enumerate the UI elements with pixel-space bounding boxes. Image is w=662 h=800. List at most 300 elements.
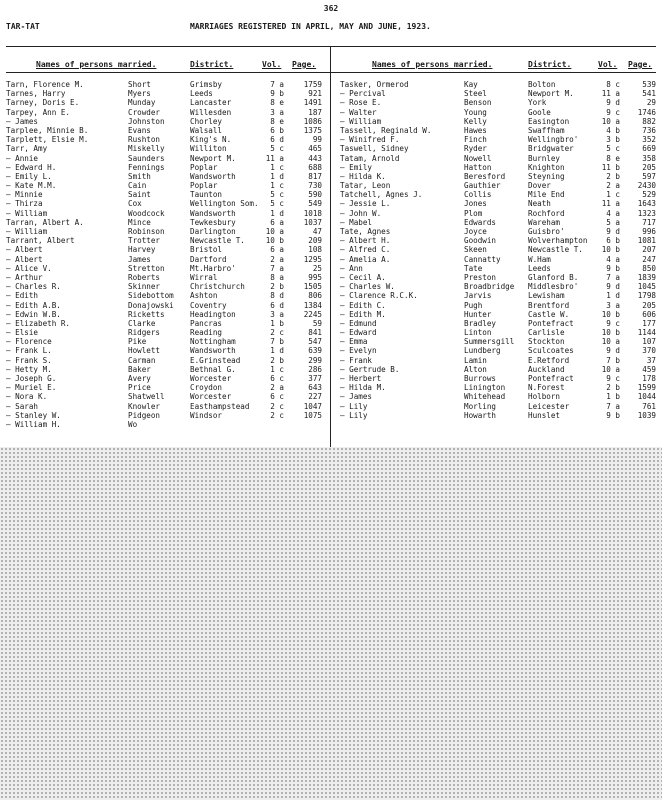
entry-name: — Herbert <box>340 374 382 383</box>
entry-district: Leeds <box>528 263 551 273</box>
entry-spouse-surname: Burrows <box>464 374 497 383</box>
entry-page: 1491 <box>303 98 322 108</box>
entry-name: — Joseph G. <box>6 374 57 383</box>
entry-volume: 8 a <box>270 272 284 282</box>
entry-name: — Mabel <box>340 217 373 227</box>
entry-district: Headington <box>190 309 236 319</box>
register-entry <box>340 181 658 190</box>
entry-spouse-surname: Collis <box>464 190 492 200</box>
entry-district: Nottingham <box>190 337 236 347</box>
entry-spouse-surname: Price <box>128 383 151 393</box>
entry-spouse-surname: Tate <box>464 263 483 273</box>
register-entry <box>6 172 326 181</box>
entry-volume: 3 a <box>270 309 284 319</box>
section-header: TAR-TAT <box>6 22 40 31</box>
entry-district: N.Forest <box>528 383 565 393</box>
entry-spouse-surname: Roberts <box>128 272 161 282</box>
entry-name: — Charles W. <box>340 282 395 292</box>
entry-volume: 2 a <box>606 181 620 191</box>
entry-page: 177 <box>642 318 656 328</box>
entry-district: Williton <box>190 144 227 154</box>
entry-page: 590 <box>308 190 322 200</box>
entry-district: Wandsworth <box>190 171 236 181</box>
entry-name: Tarplee, Minnie B. <box>6 125 89 135</box>
entry-page: 29 <box>646 98 656 108</box>
register-entry <box>340 98 658 107</box>
entry-district: Poplar <box>190 162 218 172</box>
entry-spouse-surname: Gauthier <box>464 181 501 191</box>
entry-page: 688 <box>308 162 322 172</box>
entry-name: — Percival <box>340 89 386 99</box>
entry-volume: 7 a <box>606 272 620 282</box>
entry-page: 1081 <box>637 236 656 246</box>
register-entry <box>6 190 326 199</box>
register-entry <box>340 236 658 245</box>
entry-name: — William <box>6 227 48 236</box>
entry-spouse-surname: Avery <box>128 374 151 383</box>
entry-page: 1295 <box>303 254 322 264</box>
entry-district: Steyning <box>528 171 565 181</box>
entry-name: — Jessie L. <box>340 199 391 209</box>
register-entry <box>340 310 658 319</box>
entry-spouse-surname: Harvey <box>128 245 156 255</box>
entry-volume: 8 e <box>270 116 284 126</box>
entry-name: Tarney, Doris E. <box>6 98 80 108</box>
entry-volume: 6 a <box>270 217 284 227</box>
entry-page: 1047 <box>303 401 322 411</box>
register-entry <box>340 144 658 153</box>
entry-volume: 10 b <box>265 236 284 246</box>
entry-volume: 7 b <box>606 355 620 365</box>
entry-name: Tarnes, Harry <box>6 89 66 99</box>
entry-spouse-surname: Young <box>464 107 487 117</box>
entry-page: 465 <box>308 144 322 154</box>
entry-spouse-surname: Plom <box>464 208 483 218</box>
entry-volume: 4 a <box>606 254 620 264</box>
entry-district: Wellingbro' <box>528 135 579 145</box>
entry-district: Glanford B. <box>528 272 579 282</box>
entry-district: Dartford <box>190 254 227 264</box>
register-entry <box>340 291 658 300</box>
entry-district: Mt.Harbro' <box>190 263 236 273</box>
entry-volume: 6 c <box>270 392 284 402</box>
left-names-heading: Names of persons married. <box>36 60 157 69</box>
entry-page: 358 <box>642 153 656 163</box>
entry-volume: 2 c <box>270 328 284 338</box>
entry-spouse-surname: Jarvis <box>464 291 492 301</box>
register-entry <box>340 89 658 98</box>
entry-district: Easington <box>528 116 570 126</box>
entry-page: 205 <box>642 300 656 310</box>
register-entry <box>340 154 658 163</box>
entry-volume: 6 d <box>270 300 284 310</box>
register-entry <box>340 328 658 337</box>
entry-page: 639 <box>308 346 322 356</box>
entry-district: Poplar <box>190 181 218 191</box>
register-entry <box>340 402 658 411</box>
entry-district: Mile End <box>528 190 565 200</box>
register-entry <box>340 383 658 392</box>
entry-page: 107 <box>642 337 656 347</box>
entry-spouse-surname: Woodcock <box>128 208 165 218</box>
entry-page: 59 <box>312 318 322 328</box>
entry-volume: 1 c <box>270 364 284 374</box>
entry-spouse-surname: Kelly <box>464 116 487 126</box>
entry-spouse-surname: Hunter <box>464 309 492 319</box>
right-district-heading: District. <box>528 60 572 69</box>
entry-page: 539 <box>642 80 656 89</box>
entry-district: Brentford <box>528 300 570 310</box>
entry-spouse-surname: Whitehead <box>464 392 506 402</box>
entry-page: 841 <box>308 328 322 338</box>
entry-spouse-surname: Carman <box>128 355 156 365</box>
entry-spouse-surname: Sidebottom <box>128 291 174 301</box>
entry-page: 247 <box>642 254 656 264</box>
entry-page: 1037 <box>303 217 322 227</box>
entry-page: 207 <box>642 245 656 255</box>
entry-district: Christchurch <box>190 282 245 292</box>
left-page-heading: Page. <box>292 60 317 69</box>
entry-page: 1759 <box>303 80 322 89</box>
entry-volume: 1 c <box>606 190 620 200</box>
entry-name: — Hilda M. <box>340 383 386 393</box>
entry-district: Newcastle T. <box>190 236 245 246</box>
entry-page: 25 <box>312 263 322 273</box>
register-entry <box>6 273 326 282</box>
entry-name: — Ann <box>340 263 363 273</box>
register-entry <box>340 80 658 89</box>
register-entry <box>340 365 658 374</box>
entry-name: — John W. <box>340 208 382 218</box>
entry-district: W.Ham <box>528 254 551 264</box>
register-entry <box>340 108 658 117</box>
register-entry <box>6 135 326 144</box>
entry-page: 597 <box>642 171 656 181</box>
entry-volume: 9 d <box>606 282 620 292</box>
entry-name: — Hetty M. <box>6 364 52 374</box>
entry-district: Taunton <box>190 190 223 200</box>
register-entry <box>6 383 326 392</box>
entry-volume: 7 a <box>270 80 284 89</box>
entry-volume: 3 a <box>606 300 620 310</box>
entry-spouse-surname: Saint <box>128 190 151 200</box>
register-entry <box>340 135 658 144</box>
entry-spouse-surname: Nowell <box>464 153 492 163</box>
entry-spouse-surname: Short <box>128 80 151 89</box>
register-entry <box>6 310 326 319</box>
entry-page: 37 <box>646 355 656 365</box>
entry-district: Middlesbro' <box>528 282 579 292</box>
entry-volume: 10 b <box>601 328 620 338</box>
entry-name: — William H. <box>6 419 61 429</box>
entry-spouse-surname: Alton <box>464 364 487 374</box>
entry-district: Bethnal G. <box>190 364 236 374</box>
entry-page: 669 <box>642 144 656 154</box>
entry-district: Newport M. <box>528 89 574 99</box>
entry-name: — Frank S. <box>6 355 52 365</box>
entry-district: E.Retford <box>528 355 570 365</box>
entry-district: Lancaster <box>190 98 232 108</box>
entry-district: Bolton <box>528 80 556 89</box>
entry-name: — Gertrude B. <box>340 364 400 374</box>
entry-name: — Hilda K. <box>340 171 386 181</box>
register-entry <box>340 346 658 355</box>
entry-spouse-surname: Fennings <box>128 162 165 172</box>
entry-district: Castle W. <box>528 309 570 319</box>
entry-volume: 8 e <box>606 153 620 163</box>
register-entry <box>340 245 658 254</box>
register-entry <box>340 117 658 126</box>
entry-page: 882 <box>642 116 656 126</box>
register-entry <box>340 356 658 365</box>
entry-spouse-surname: Johnston <box>128 116 165 126</box>
entry-spouse-surname: Lundberg <box>464 346 501 356</box>
entry-name: — Charles R. <box>6 282 61 292</box>
entry-spouse-surname: Preston <box>464 272 497 282</box>
entry-spouse-surname: Joyce <box>464 227 487 236</box>
entry-page: 921 <box>308 89 322 99</box>
entry-district: Knighton <box>528 162 565 172</box>
entry-district: Chorley <box>190 116 223 126</box>
register-entry <box>6 144 326 153</box>
entry-name: Tate, Agnes <box>340 227 391 236</box>
entry-spouse-surname: Smith <box>128 171 151 181</box>
register-entry <box>6 282 326 291</box>
entry-spouse-surname: Stretton <box>128 263 165 273</box>
entry-spouse-surname: Pike <box>128 337 147 347</box>
entry-district: Walsall <box>190 125 223 135</box>
register-entry <box>6 209 326 218</box>
entry-volume: 10 a <box>601 116 620 126</box>
register-entry <box>340 411 658 420</box>
entry-volume: 1 d <box>270 171 284 181</box>
register-entry <box>6 319 326 328</box>
entry-district: Reading <box>190 328 223 338</box>
entry-spouse-surname: Cox <box>128 199 142 209</box>
right-names-heading: Names of persons married. <box>372 60 493 69</box>
entry-district: Croydon <box>190 383 223 393</box>
entry-volume: 11 b <box>601 162 620 172</box>
entry-district: Pancras <box>190 318 223 328</box>
entry-district: Guisbro' <box>528 227 565 236</box>
entry-page: 529 <box>642 190 656 200</box>
entry-district: Holborn <box>528 392 561 402</box>
entry-district: Tewkesbury <box>190 217 236 227</box>
entry-spouse-surname: Kay <box>464 80 478 89</box>
register-entry <box>340 319 658 328</box>
entry-page: 549 <box>308 199 322 209</box>
entry-name: — Edmund <box>340 318 377 328</box>
entry-page: 443 <box>308 153 322 163</box>
entry-spouse-surname: Cain <box>128 181 147 191</box>
entry-district: Ashton <box>190 291 218 301</box>
entry-page: 547 <box>308 337 322 347</box>
entry-page: 1144 <box>637 328 656 338</box>
entry-name: — Elsie <box>6 328 39 338</box>
entry-volume: 2 c <box>270 401 284 411</box>
entry-page: 1599 <box>637 383 656 393</box>
entry-district: Swaffham <box>528 125 565 135</box>
entry-name: — Elizabeth R. <box>6 318 71 328</box>
entry-page: 850 <box>642 263 656 273</box>
entry-name: — Lily <box>340 401 368 411</box>
entry-page: 99 <box>312 135 322 145</box>
register-entry <box>6 126 326 135</box>
register-entry <box>340 209 658 218</box>
left-entries-list <box>6 80 326 429</box>
entry-spouse-surname: James <box>128 254 151 264</box>
entry-spouse-surname: Bradley <box>464 318 497 328</box>
entry-name: — Amelia A. <box>340 254 391 264</box>
register-entry <box>6 346 326 355</box>
register-entry <box>6 392 326 401</box>
entry-spouse-surname: Linton <box>464 328 492 338</box>
entry-volume: 7 a <box>270 263 284 273</box>
entry-spouse-surname: Donajowski <box>128 300 174 310</box>
entry-page: 2430 <box>637 181 656 191</box>
entry-name: — Albert H. <box>340 236 391 246</box>
entry-spouse-surname: Summersgill <box>464 337 515 347</box>
entry-district: Newport M. <box>190 153 236 163</box>
entry-volume: 3 b <box>606 135 620 145</box>
entry-volume: 6 a <box>270 245 284 255</box>
register-entry <box>6 365 326 374</box>
entry-page: 108 <box>308 245 322 255</box>
entry-spouse-surname: Steel <box>464 89 487 99</box>
register-entry <box>6 80 326 89</box>
entry-volume: 4 a <box>606 208 620 218</box>
entry-page: 1086 <box>303 116 322 126</box>
entry-page: 1839 <box>637 272 656 282</box>
entry-spouse-surname: Hatton <box>464 162 492 172</box>
register-entry <box>6 227 326 236</box>
register-entry <box>6 328 326 337</box>
entry-page: 996 <box>642 227 656 236</box>
entry-name: — Edith C. <box>340 300 386 310</box>
entry-spouse-surname: Beresford <box>464 171 506 181</box>
register-entry <box>340 282 658 291</box>
entry-name: — Albert <box>6 245 43 255</box>
entry-spouse-surname: Munday <box>128 98 156 108</box>
entry-name: — Winifred F. <box>340 135 400 145</box>
entry-district: Wolverhampton <box>528 236 588 246</box>
entry-page: 187 <box>308 107 322 117</box>
register-entry <box>6 301 326 310</box>
entry-district: Stockton <box>528 337 565 347</box>
entry-district: Auckland <box>528 364 565 374</box>
register-entry <box>340 199 658 208</box>
entry-page: 761 <box>642 401 656 411</box>
entry-district: Windsor <box>190 410 223 420</box>
entry-page: 1384 <box>303 300 322 310</box>
entry-page: 806 <box>308 291 322 301</box>
entry-name: Tatar, Leon <box>340 181 391 191</box>
entry-volume: 9 d <box>606 346 620 356</box>
register-entry <box>6 291 326 300</box>
register-entry <box>6 163 326 172</box>
right-vol-heading: Vol. <box>598 60 618 69</box>
entry-district: Wareham <box>528 217 561 227</box>
entry-spouse-surname: Broadbridge <box>464 282 515 292</box>
entry-district: Wandsworth <box>190 208 236 218</box>
entry-name: — Edwin W.B. <box>6 309 61 319</box>
entry-district: Neath <box>528 199 551 209</box>
entry-name: — Edward H. <box>6 162 57 172</box>
register-entry <box>340 172 658 181</box>
register-entry <box>340 264 658 273</box>
register-entry <box>340 301 658 310</box>
entry-district: Easthampstead <box>190 401 250 411</box>
entry-spouse-surname: Pidgeon <box>128 410 161 420</box>
entry-volume: 10 b <box>601 245 620 255</box>
entry-name: Taswell, Sidney <box>340 144 409 154</box>
entry-page: 205 <box>642 162 656 172</box>
entry-name: — William <box>6 208 48 218</box>
register-entry <box>6 117 326 126</box>
entry-volume: 2 b <box>270 282 284 292</box>
entry-spouse-surname: Crowder <box>128 107 161 117</box>
register-entry <box>340 337 658 346</box>
entry-page: 643 <box>308 383 322 393</box>
entry-page: 995 <box>308 272 322 282</box>
entry-volume: 1 c <box>270 181 284 191</box>
entry-spouse-surname: Skinner <box>128 282 161 292</box>
entry-spouse-surname: Ridgers <box>128 328 161 338</box>
entry-district: Wandsworth <box>190 346 236 356</box>
entry-district: Leicester <box>528 401 570 411</box>
entry-volume: 6 b <box>606 236 620 246</box>
entry-district: York <box>528 98 547 108</box>
entry-volume: 7 a <box>606 401 620 411</box>
register-entry <box>6 89 326 98</box>
entry-name: Tarpey, Ann E. <box>6 107 71 117</box>
entry-name: — William <box>340 116 382 126</box>
entry-page: 1375 <box>303 125 322 135</box>
right-entries-list <box>340 80 658 420</box>
entry-name: — Frank L. <box>6 346 52 356</box>
entry-volume: 8 e <box>270 98 284 108</box>
entry-spouse-surname: Goodwin <box>464 236 497 246</box>
entry-district: Grimsby <box>190 80 223 89</box>
register-entry <box>340 163 658 172</box>
register-entry <box>6 264 326 273</box>
entry-volume: 11 a <box>601 89 620 99</box>
entry-page: 352 <box>642 135 656 145</box>
page-title: MARRIAGES REGISTERED IN APRIL, MAY AND JUNE, 1923. <box>190 22 431 31</box>
entry-page: 2245 <box>303 309 322 319</box>
entry-page: 1045 <box>637 282 656 292</box>
entry-page: 286 <box>308 364 322 374</box>
entry-name: — Minnie <box>6 190 43 200</box>
entry-name: — Edith A.B. <box>6 300 61 310</box>
entry-page: 1044 <box>637 392 656 402</box>
register-entry <box>6 356 326 365</box>
entry-page: 1643 <box>637 199 656 209</box>
entry-spouse-surname: Edwards <box>464 217 497 227</box>
entry-volume: 9 d <box>606 227 620 236</box>
register-entry <box>340 273 658 282</box>
entry-name: — Frank <box>340 355 373 365</box>
entry-volume: 10 a <box>601 364 620 374</box>
entry-district: Rochford <box>528 208 565 218</box>
register-entry <box>6 181 326 190</box>
entry-name: — Rose E. <box>340 98 382 108</box>
entry-volume: 2 b <box>606 171 620 181</box>
register-entry <box>6 108 326 117</box>
entry-district: Bridgwater <box>528 144 574 154</box>
entry-volume: 10 b <box>601 309 620 319</box>
entry-spouse-surname: Saunders <box>128 153 165 163</box>
